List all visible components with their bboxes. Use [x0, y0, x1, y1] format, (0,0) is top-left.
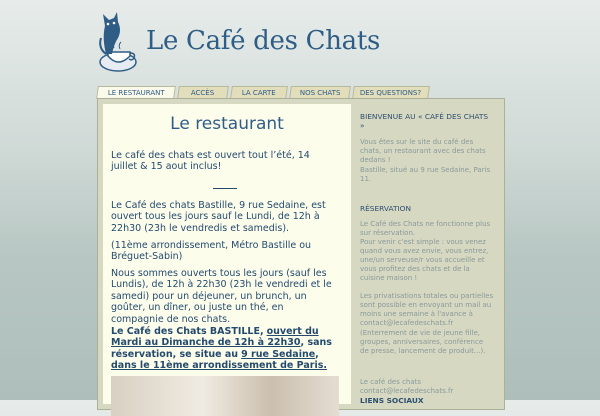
site-title[interactable]: Le Café des Chats: [146, 26, 381, 56]
location-paragraph: (11ème arrondissement, Métro Bastille ou Bréguet-Sabin): [111, 240, 312, 263]
street-link[interactable]: 9 rue Sedaine: [241, 348, 316, 360]
tab-label: LE RESTAURANT: [107, 89, 165, 97]
sidebar-events-text: (Enterrement de vie de jeune fille, groupes, anniversaires, conférence de presse, lancement de produit...).: [360, 329, 486, 355]
hours-link[interactable]: ouvert du Mardi au Dimanche de 12h à 22h30: [111, 326, 319, 349]
main-content: [103, 104, 351, 404]
address-part: ,: [315, 348, 319, 360]
cat-with-coffee-cup-icon[interactable]: [96, 8, 146, 74]
sidebar-footer-name: Le café des chats: [360, 378, 422, 386]
sidebar-heading-social: LIENS SOCIAUX: [360, 396, 424, 405]
sidebar-heading-reservation: RÉSERVATION: [360, 204, 411, 213]
address-part: Le Café des Chats BASTILLE,: [111, 326, 264, 337]
sidebar-address-text: Bastille, situé au 9 rue Sedaine, Paris 11.: [360, 166, 491, 183]
cafe-photo: [111, 376, 339, 416]
sidebar-heading-welcome: BIENVENUE AU « CAFÉ DES CHATS »: [360, 112, 489, 130]
page-title: Le restaurant: [170, 114, 284, 134]
tab-label: DES QUESTIONS?: [360, 89, 422, 97]
sidebar-privatisation-text: Les privatisations totales ou partielles sont possible en envoyant un mail au moins une semaine à l'avance à contact@lecafedeschats.fr: [360, 292, 494, 327]
opening-paragraph: Nous sommes ouverts tous les jours (sauf les Lundis), de 12h à 22h30 (23h le vendredi et le samedi) pour un déjeuner, un brunch, un goûter, un dîner, ou juste un thé, en compagnie de nos chats.: [111, 268, 332, 325]
address-part: , sans réservation, se situe au: [111, 337, 332, 360]
sidebar: [358, 108, 498, 405]
tab-label: LA CARTE: [241, 89, 276, 97]
tab-label: ACCÈS: [191, 89, 215, 97]
sidebar-howto-text: Pour venir c'est simple : vous venez quand vous avez envie, vous entrez, une/un serveuse/r vous accueille et vous profitez des chats et de la cuisine maison !: [360, 238, 489, 282]
site-header: [0, 0, 600, 88]
tab-label: NOS CHATS: [299, 89, 341, 97]
divider: [213, 188, 237, 189]
hours-paragraph: Le Café des chats Bastille, 9 rue Sedaine, est ouvert tous les jours sauf le Lundi, de 12h à 22h30 (23h le vendredis et samedis).: [111, 200, 326, 234]
summer-opening-text: Le café des chats est ouvert tout l’été, 14 juillet & 15 aout inclus!: [111, 150, 310, 173]
sidebar-contact-email[interactable]: contact@lecafedeschats.fr: [360, 387, 454, 395]
district-link[interactable]: dans le 11ème arrondissement de Paris.: [111, 360, 327, 372]
sidebar-reservation-text: Le Café des Chats ne fonctionne plus sur réservation.: [360, 220, 491, 237]
sidebar-welcome-text: Vous êtes sur le site du café des chats, un restaurant avec des chats dedans !: [360, 138, 486, 164]
address-paragraph: [111, 326, 337, 372]
